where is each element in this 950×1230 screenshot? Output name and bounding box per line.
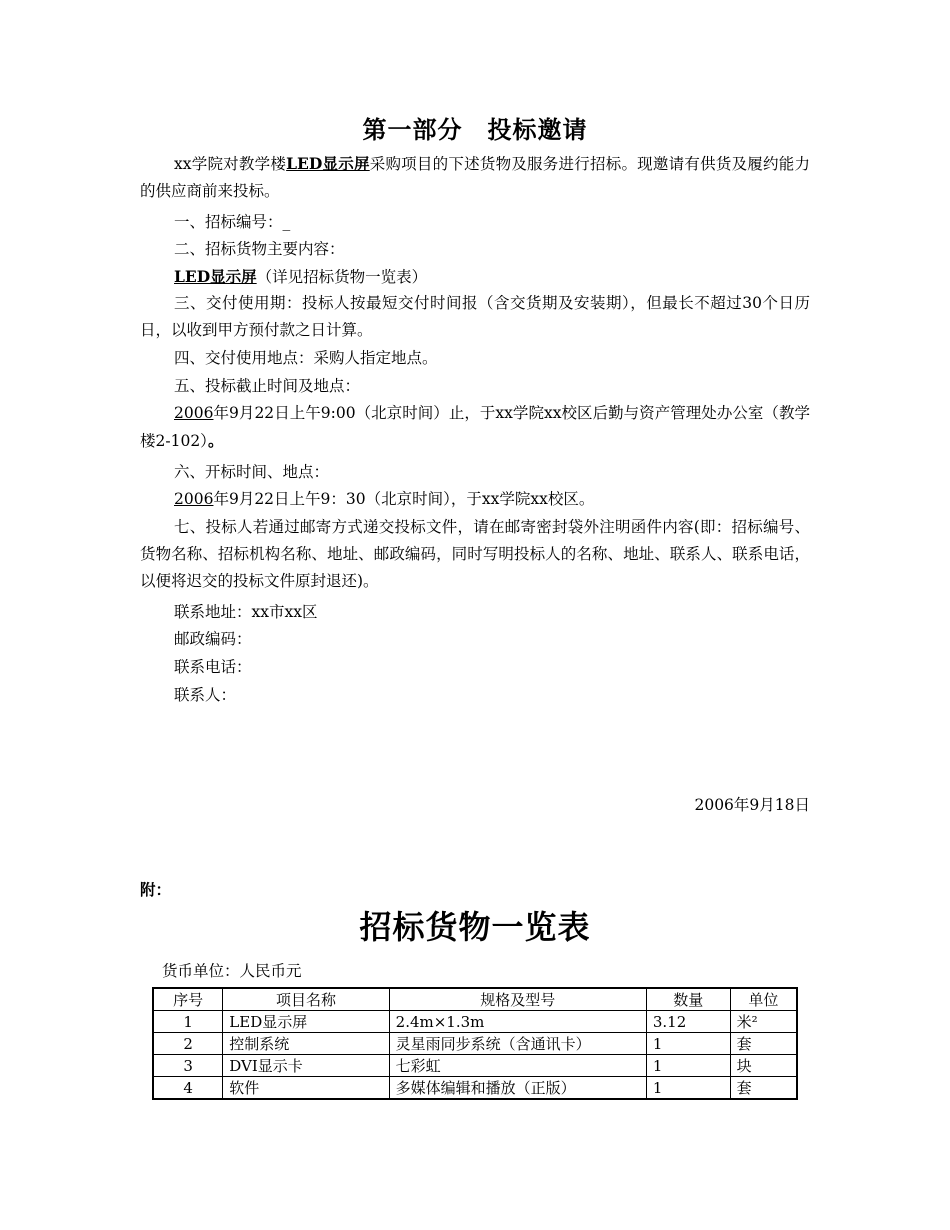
goods-table: [152, 987, 798, 1100]
cell-index: 3: [153, 1055, 223, 1077]
item-delivery-place: 四、交付使用地点：采购人指定地点。: [174, 349, 438, 367]
cell-item-name: LED显示屏: [223, 1011, 389, 1033]
table-header-row: [153, 988, 797, 1011]
header-index: 序号: [153, 988, 223, 1011]
cell-item-name: 软件: [223, 1077, 389, 1100]
appendix-label: 附：: [140, 881, 172, 899]
cell-quantity: 3.12: [646, 1011, 730, 1033]
cell-quantity: 1: [646, 1055, 730, 1077]
opening-year: 2006: [174, 490, 214, 508]
intro-product: LED显示屏: [286, 154, 370, 173]
intro-prefix: xx学院对教学楼: [174, 155, 287, 173]
table-row: [153, 1011, 797, 1033]
item-bid-number: 一、招标编号：_: [174, 213, 291, 231]
currency-unit: 货币单位：人民币元: [162, 962, 302, 980]
item-opening-heading: 六、开标时间、地点：: [174, 463, 330, 481]
deadline-detail: 年9月22日上午9:00（北京时间）止，于xx学院xx校区后勤与资产管理处办公室（教学楼2-102）: [140, 404, 810, 450]
intro-suffix: 采购项目的下述货物及服务进行招标。现邀请有供货及履约能力的供应商前来投标。: [140, 155, 811, 200]
item-goods-content: 二、招标货物主要内容：: [174, 240, 345, 258]
goods-product: LED显示屏: [174, 267, 257, 286]
cell-index: 4: [153, 1077, 223, 1100]
item-delivery-period: 三、交付使用期：投标人按最短交付时间报（含交货期及安装期），但最长不超过30个日历日，以收到甲方预付款之日计算。: [140, 294, 810, 339]
opening-detail: 年9月22日上午9：30（北京时间），于xx学院xx校区。: [213, 490, 595, 508]
header-item-name: 项目名称: [223, 988, 389, 1011]
postal-code: 邮政编码：: [174, 630, 252, 648]
cell-quantity: 1: [646, 1033, 730, 1055]
contact-phone: 联系电话：: [174, 658, 252, 676]
deadline-end: 。: [207, 431, 224, 450]
cell-item-name: DVI显示卡: [223, 1055, 389, 1077]
header-unit: 单位: [730, 988, 797, 1011]
item-mail-submission: 七、投标人若通过邮寄方式递交投标文件，请在邮寄密封袋外注明函件内容(即：招标编号、货物名称、招标机构名称、地址、邮政编码，同时写明投标人的名称、地址、联系人、联系电话，以便将迟交的投标文件原封退还)。: [140, 518, 810, 590]
cell-spec: 多媒体编辑和播放（正版）: [389, 1077, 646, 1100]
contact-address: 联系地址：xx市xx区: [174, 603, 318, 621]
item-deadline-heading: 五、投标截止时间及地点：: [174, 377, 361, 395]
cell-spec: 灵星雨同步系统（含通讯卡）: [389, 1033, 646, 1055]
table-row: [153, 1055, 797, 1077]
cell-quantity: 1: [646, 1077, 730, 1100]
appendix-title: 招标货物一览表: [359, 908, 591, 946]
intro-paragraph: [140, 150, 810, 205]
cell-unit: 米²: [730, 1011, 797, 1033]
document-date: 2006年9月18日: [694, 796, 810, 814]
item-deadline-detail: [140, 400, 810, 455]
header-quantity: 数量: [646, 988, 730, 1011]
header-spec: 规格及型号: [389, 988, 646, 1011]
cell-spec: 七彩虹: [389, 1055, 646, 1077]
item-opening-detail: [140, 486, 810, 513]
cell-unit: 套: [730, 1077, 797, 1100]
cell-unit: 套: [730, 1033, 797, 1055]
cell-unit: 块: [730, 1055, 797, 1077]
deadline-year: 2006: [174, 404, 214, 422]
cell-spec: 2.4m×1.3m: [389, 1011, 646, 1033]
table-row: [153, 1033, 797, 1055]
cell-index: 1: [153, 1011, 223, 1033]
table-row: [153, 1077, 797, 1100]
item-goods-detail: [140, 263, 810, 291]
page-title: 第一部分 投标邀请: [362, 116, 588, 144]
cell-index: 2: [153, 1033, 223, 1055]
cell-item-name: 控制系统: [223, 1033, 389, 1055]
contact-person: 联系人：: [174, 686, 237, 704]
goods-detail-suffix: （详见招标货物一览表）: [256, 268, 428, 286]
